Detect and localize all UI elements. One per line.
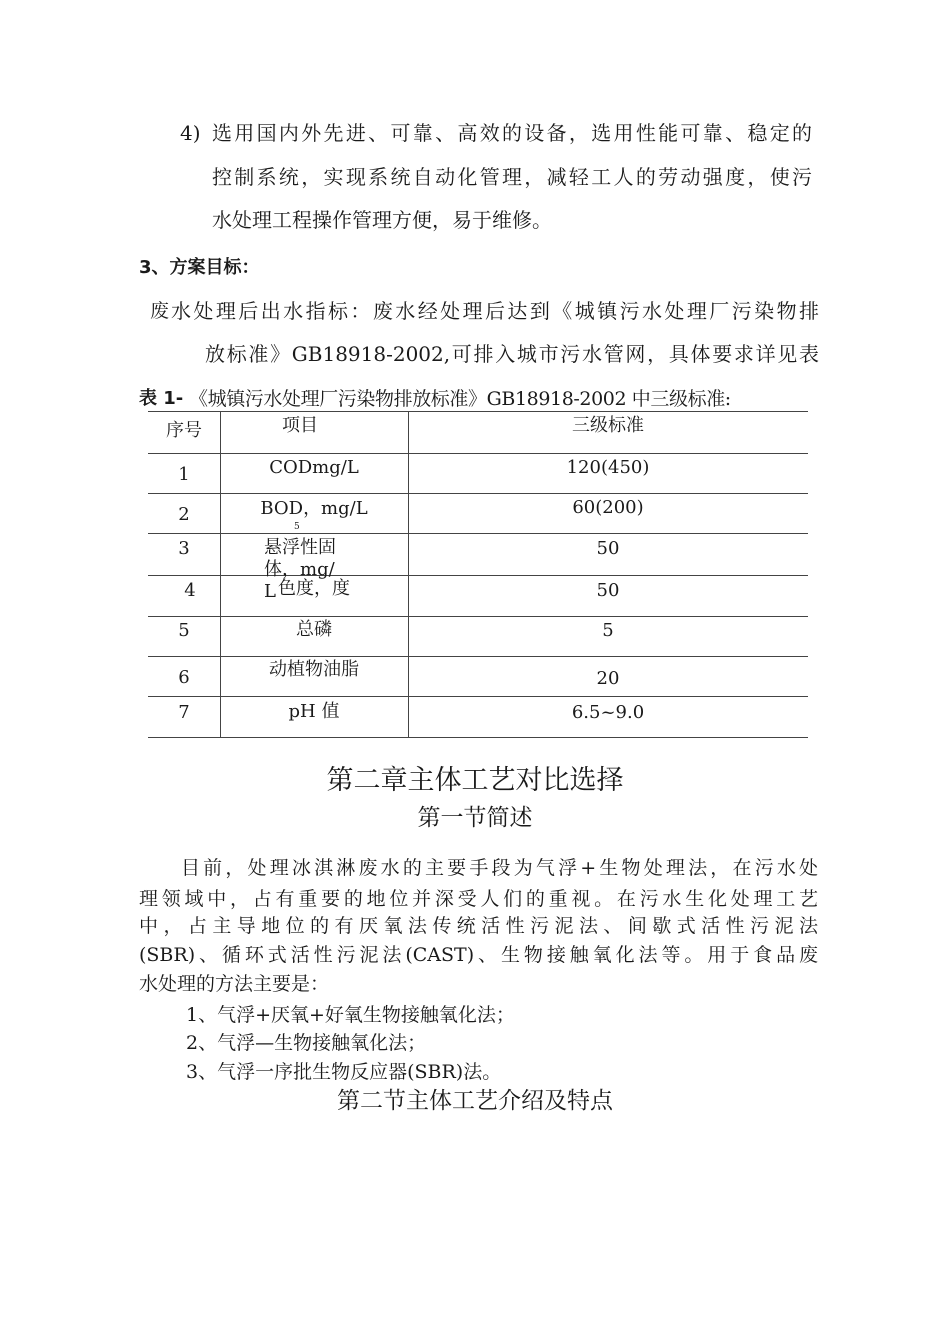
table-cell: pH 值: [288, 701, 340, 722]
table-rule: [148, 616, 808, 617]
table-rule: [148, 411, 808, 412]
list-item-line: 选用国内外先进、可靠、高效的设备，选用性能可靠、稳定的: [212, 121, 812, 145]
table-header: 项目: [282, 415, 318, 436]
table-cell: 1: [178, 464, 190, 485]
para-line: (SBR)、循环式活性污泥法(CAST)、生物接触氧化法等。用于食品废: [139, 944, 818, 966]
list-item-line: 水处理工程操作管理方便，易于维修。: [212, 208, 552, 232]
table-cell: 6: [178, 667, 190, 688]
table-cell: CODmg/L: [269, 457, 359, 478]
table-cell: 50: [596, 580, 620, 601]
table-rule: [148, 493, 808, 494]
table-cell: 2: [178, 504, 190, 525]
table-rule: [148, 453, 808, 454]
para-line: 放标准》GB18918-2002,可排入城市污水管网，具体要求详见表: [205, 342, 819, 366]
table-cell: 6.5~9.0: [571, 702, 645, 723]
table-rule: [148, 696, 808, 697]
table-cell: 5: [602, 620, 614, 641]
table-rule: [148, 533, 808, 534]
table-cell: BOD，mg/L: [260, 498, 368, 519]
table-rule: [148, 575, 808, 576]
para-first-char: 废: [150, 300, 170, 322]
table-caption-prefix: 表 1-: [139, 388, 184, 409]
table-cell: 5: [178, 620, 190, 641]
table-header: 三级标准: [572, 415, 644, 436]
method-item: 3、气浮一序批生物反应器(SBR)法。: [186, 1061, 502, 1083]
table-cell: 60(200): [572, 497, 644, 518]
table-cell: 总磷: [296, 619, 332, 640]
table-rule: [148, 656, 808, 657]
table-cell: 3: [178, 538, 190, 559]
list-item-line: 控制系统，实现系统自动化管理，减轻工人的劳动强度，使污: [212, 165, 812, 189]
table-cell: 120(450): [566, 457, 650, 478]
table-caption: 《城镇污水处理厂污染物排放标准》GB18918-2002 中三级标准:: [189, 388, 731, 410]
subscript: 5: [294, 522, 300, 532]
section-title: 第二节主体工艺介绍及特点: [337, 1088, 613, 1114]
table-header: 序号: [166, 420, 202, 441]
table-cell: 4: [184, 580, 196, 601]
table-cell: 悬浮性固体，mg/L: [264, 537, 336, 602]
table-cell: 20: [596, 668, 620, 689]
table-rule: [148, 737, 808, 738]
table-cell: 动植物油脂: [269, 659, 359, 680]
table-cell: 50: [596, 538, 620, 559]
section-title: 第一节简述: [417, 805, 533, 831]
para-line: 水处理后出水指标：废水经处理后达到《城镇污水处理厂污染物排: [171, 299, 819, 323]
section-heading: 3、方案目标：: [139, 257, 260, 278]
para-line: 中，占主导地位的有厌氧法传统活性污泥法、间歇式活性污泥法: [139, 915, 818, 937]
table-cell: 7: [178, 702, 190, 723]
table-cell: 色度，度: [278, 578, 350, 599]
para-line: 水处理的方法主要是：: [139, 973, 330, 995]
list-item-number: 4): [180, 121, 201, 145]
para-line: 理领域中，占有重要的地位并深受人们的重视。在污水生化处理工艺: [139, 888, 818, 910]
chapter-title: 第二章主体工艺对比选择: [326, 765, 624, 796]
para-line: 目前，处理冰淇淋废水的主要手段为气浮+生物处理法，在污水处: [181, 857, 818, 879]
standards-table: [148, 411, 808, 738]
method-item: 2、气浮—生物接触氧化法；: [186, 1032, 427, 1054]
method-item: 1、气浮+厌氧+好氧生物接触氧化法；: [186, 1004, 515, 1026]
